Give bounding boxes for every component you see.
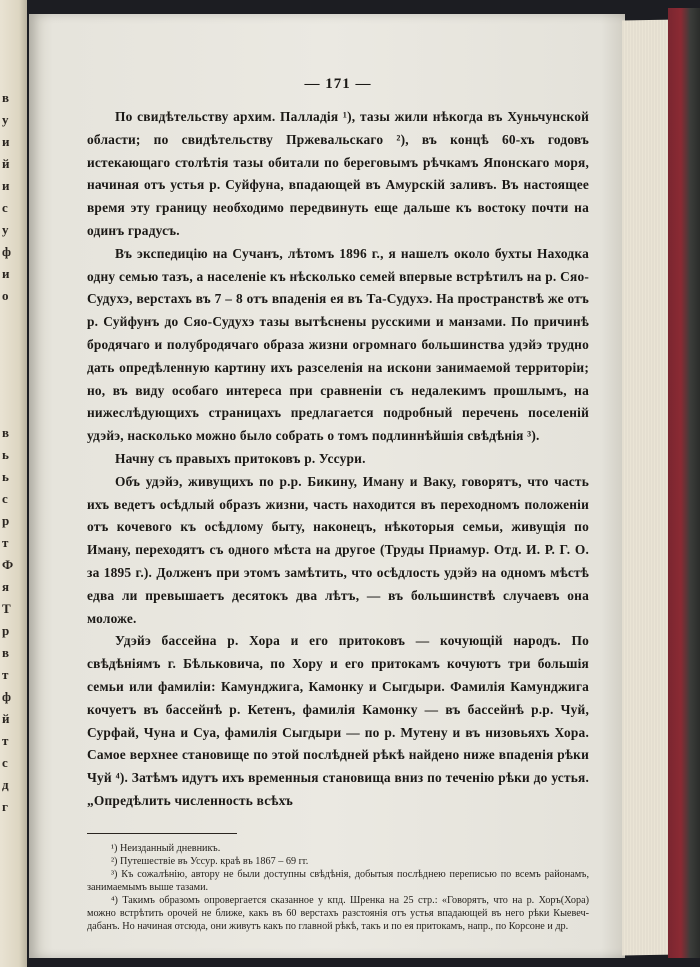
facing-page-text-fragment: с [2, 491, 8, 506]
facing-page-edge [0, 0, 27, 967]
facing-page-text-fragment: в [2, 425, 9, 440]
facing-page-text-fragment: и [2, 134, 9, 149]
paragraph: Объ удэйэ, живущихъ по р.р. Бикину, Иману и Ваку, говорятъ, что часть ихъ ведетъ осѣдлый образъ жизни, часть находится въ переходномъ положеніи отъ кочевого къ осѣдлому быту, наконецъ, нѣкоторыя семьи, живущія по Иману, переходятъ съ одного мѣста на другое (Труды Приамур. Отд. И. Р. Г. О. за 1895 г.). Долженъ при этомъ замѣтить, что осѣдлость удэйэ на одномъ мѣстѣ едва ли превышаетъ десятокъ два лѣтъ, — въ большинствѣ случаевъ она моложе. [87, 473, 589, 626]
facing-page-text-fragment: с [2, 755, 8, 770]
facing-page-text-fragment: Ф [2, 557, 13, 572]
facing-page-text-fragment: ь [2, 469, 9, 484]
footnote: ²) Путешествіе въ Уссур. краѣ въ 1867 – 69 гг. [111, 855, 309, 867]
facing-page-text-fragment: в [2, 645, 9, 660]
facing-page-text-fragment: о [2, 288, 8, 303]
page-text [87, 76, 589, 933]
facing-page-text-fragment: г [2, 799, 8, 814]
facing-page-text-fragment: в [2, 90, 9, 105]
book-cover-edge [668, 8, 700, 958]
facing-page-text-fragment: Т [2, 601, 11, 616]
facing-page-text-fragment: у [2, 112, 8, 127]
facing-page-text-fragment: р [2, 513, 9, 528]
facing-page-text-fragment: ф [2, 689, 11, 704]
page-number: — 171 — [304, 76, 372, 92]
facing-page-text-fragment: р [2, 623, 9, 638]
paragraph: Въ экспедицію на Сучанъ, лѣтомъ 1896 г., я нашелъ около бухты Находка одну семью тазъ, а населеніе къ нѣсколько семей впервые встрѣтилъ на р. Сяо-Судухэ, верстахъ въ 7 – 8 отъ впаденія ея въ Та-Судухэ. На пространствѣ же отъ р. Суйфунъ до Сяо-Судухэ тазы вытѣснены русскими и манзами. По причинѣ бродячаго и полубродячаго образа жизни огромнаго большинства удэйэ трудно дать опредѣленную картину ихъ разселенія на искони занимаемой территоріи; но, въ виду особаго интереса при сравненіи съ недалекимъ прошлымъ, на нижеслѣдующихъ страницахъ предлагается подробный перечень поселеній удэйэ, насколько можно было собрать о томъ подлиннѣйшія свѣдѣнія ³). [87, 245, 589, 444]
facing-page-text-fragment: я [2, 579, 9, 594]
facing-page-text-fragment: ь [2, 447, 9, 462]
facing-page-text-fragment: у [2, 222, 8, 237]
paragraph: По свидѣтельству архим. Палладія ¹), тазы жили нѣкогда въ Хуньчунской области; по свидѣтельству Пржевальскаго ²), въ концѣ 60-хъ годовъ истекающаго столѣтія тазы обитали по береговымъ рѣчкамъ Японскаго моря, начиная отъ устья р. Суйфуна, впадающей въ Амурскій заливъ. Въ настоящее время эту границу необходимо передвинуть еще дальше къ востоку почти на одинъ градусъ. [87, 109, 589, 238]
facing-page-text-fragment: й [2, 711, 9, 726]
facing-page-text-fragment: д [2, 777, 9, 792]
footnote: ¹) Неизданный дневникъ. [111, 842, 221, 854]
facing-page-text-fragment: й [2, 156, 9, 171]
facing-page-text-fragment: и [2, 266, 9, 281]
facing-page-text-fragment: и [2, 178, 9, 193]
facing-page-text-fragment: т [2, 535, 8, 550]
footnote: ⁴) Такимъ образомъ опровергается сказанное у кпд. Шренка на 25 стр.: «Говорятъ, что на р. Хоръ(Хора) можно встрѣтить орочей не ближе, какъ въ 60 верстахъ разстоянія отъ устья впадающей въ него рѣки Кыевеч-дабанъ. Но начиная отсюда, они живутъ какъ по главной рѣкѣ, такъ и по ея притокамъ, напр., по Корсоне и др. [87, 894, 589, 932]
paragraph: Начну съ правыхъ притоковъ р. Уссури. [115, 450, 366, 466]
facing-page-text-fragment: т [2, 733, 8, 748]
paragraph: Удэйэ бассейна р. Хора и его притоковъ — кочующій народъ. По свѣдѣніямъ г. Бѣльковича, по Хору и его притокамъ кочуютъ три большія семьи или фамиліи: Камунджига, Камонку и Сыгдыри. Фамилія Камунджига кочуетъ въ бассейнѣ р. Кетенъ, фамилія Камонку — въ бассейнѣ р.р. Чуй, Сурфай, Чуна и Суа, фамилія Сыгдыри — по р. Мутену и въ низовьяхъ Хора. Самое верхнее становище по этой послѣдней рѣкѣ найдено ниже впаденія рѣки Чуй ⁴). Затѣмъ идутъ ихъ временныя становища вниз по теченію рѣки до устья. „Опредѣлить численность всѣхъ [87, 633, 589, 808]
book-page [29, 14, 625, 958]
footnote-divider [87, 833, 237, 834]
facing-page-text-fragment: с [2, 200, 8, 215]
facing-page-text-fragment: ф [2, 244, 11, 259]
facing-page-text-fragment: т [2, 667, 8, 682]
footnote: ³) Къ сожалѣнію, автору не были доступны свѣдѣнія, добытыя послѣднею переписью по всемъ районамъ, занимаемымъ выше тазами. [87, 868, 589, 893]
